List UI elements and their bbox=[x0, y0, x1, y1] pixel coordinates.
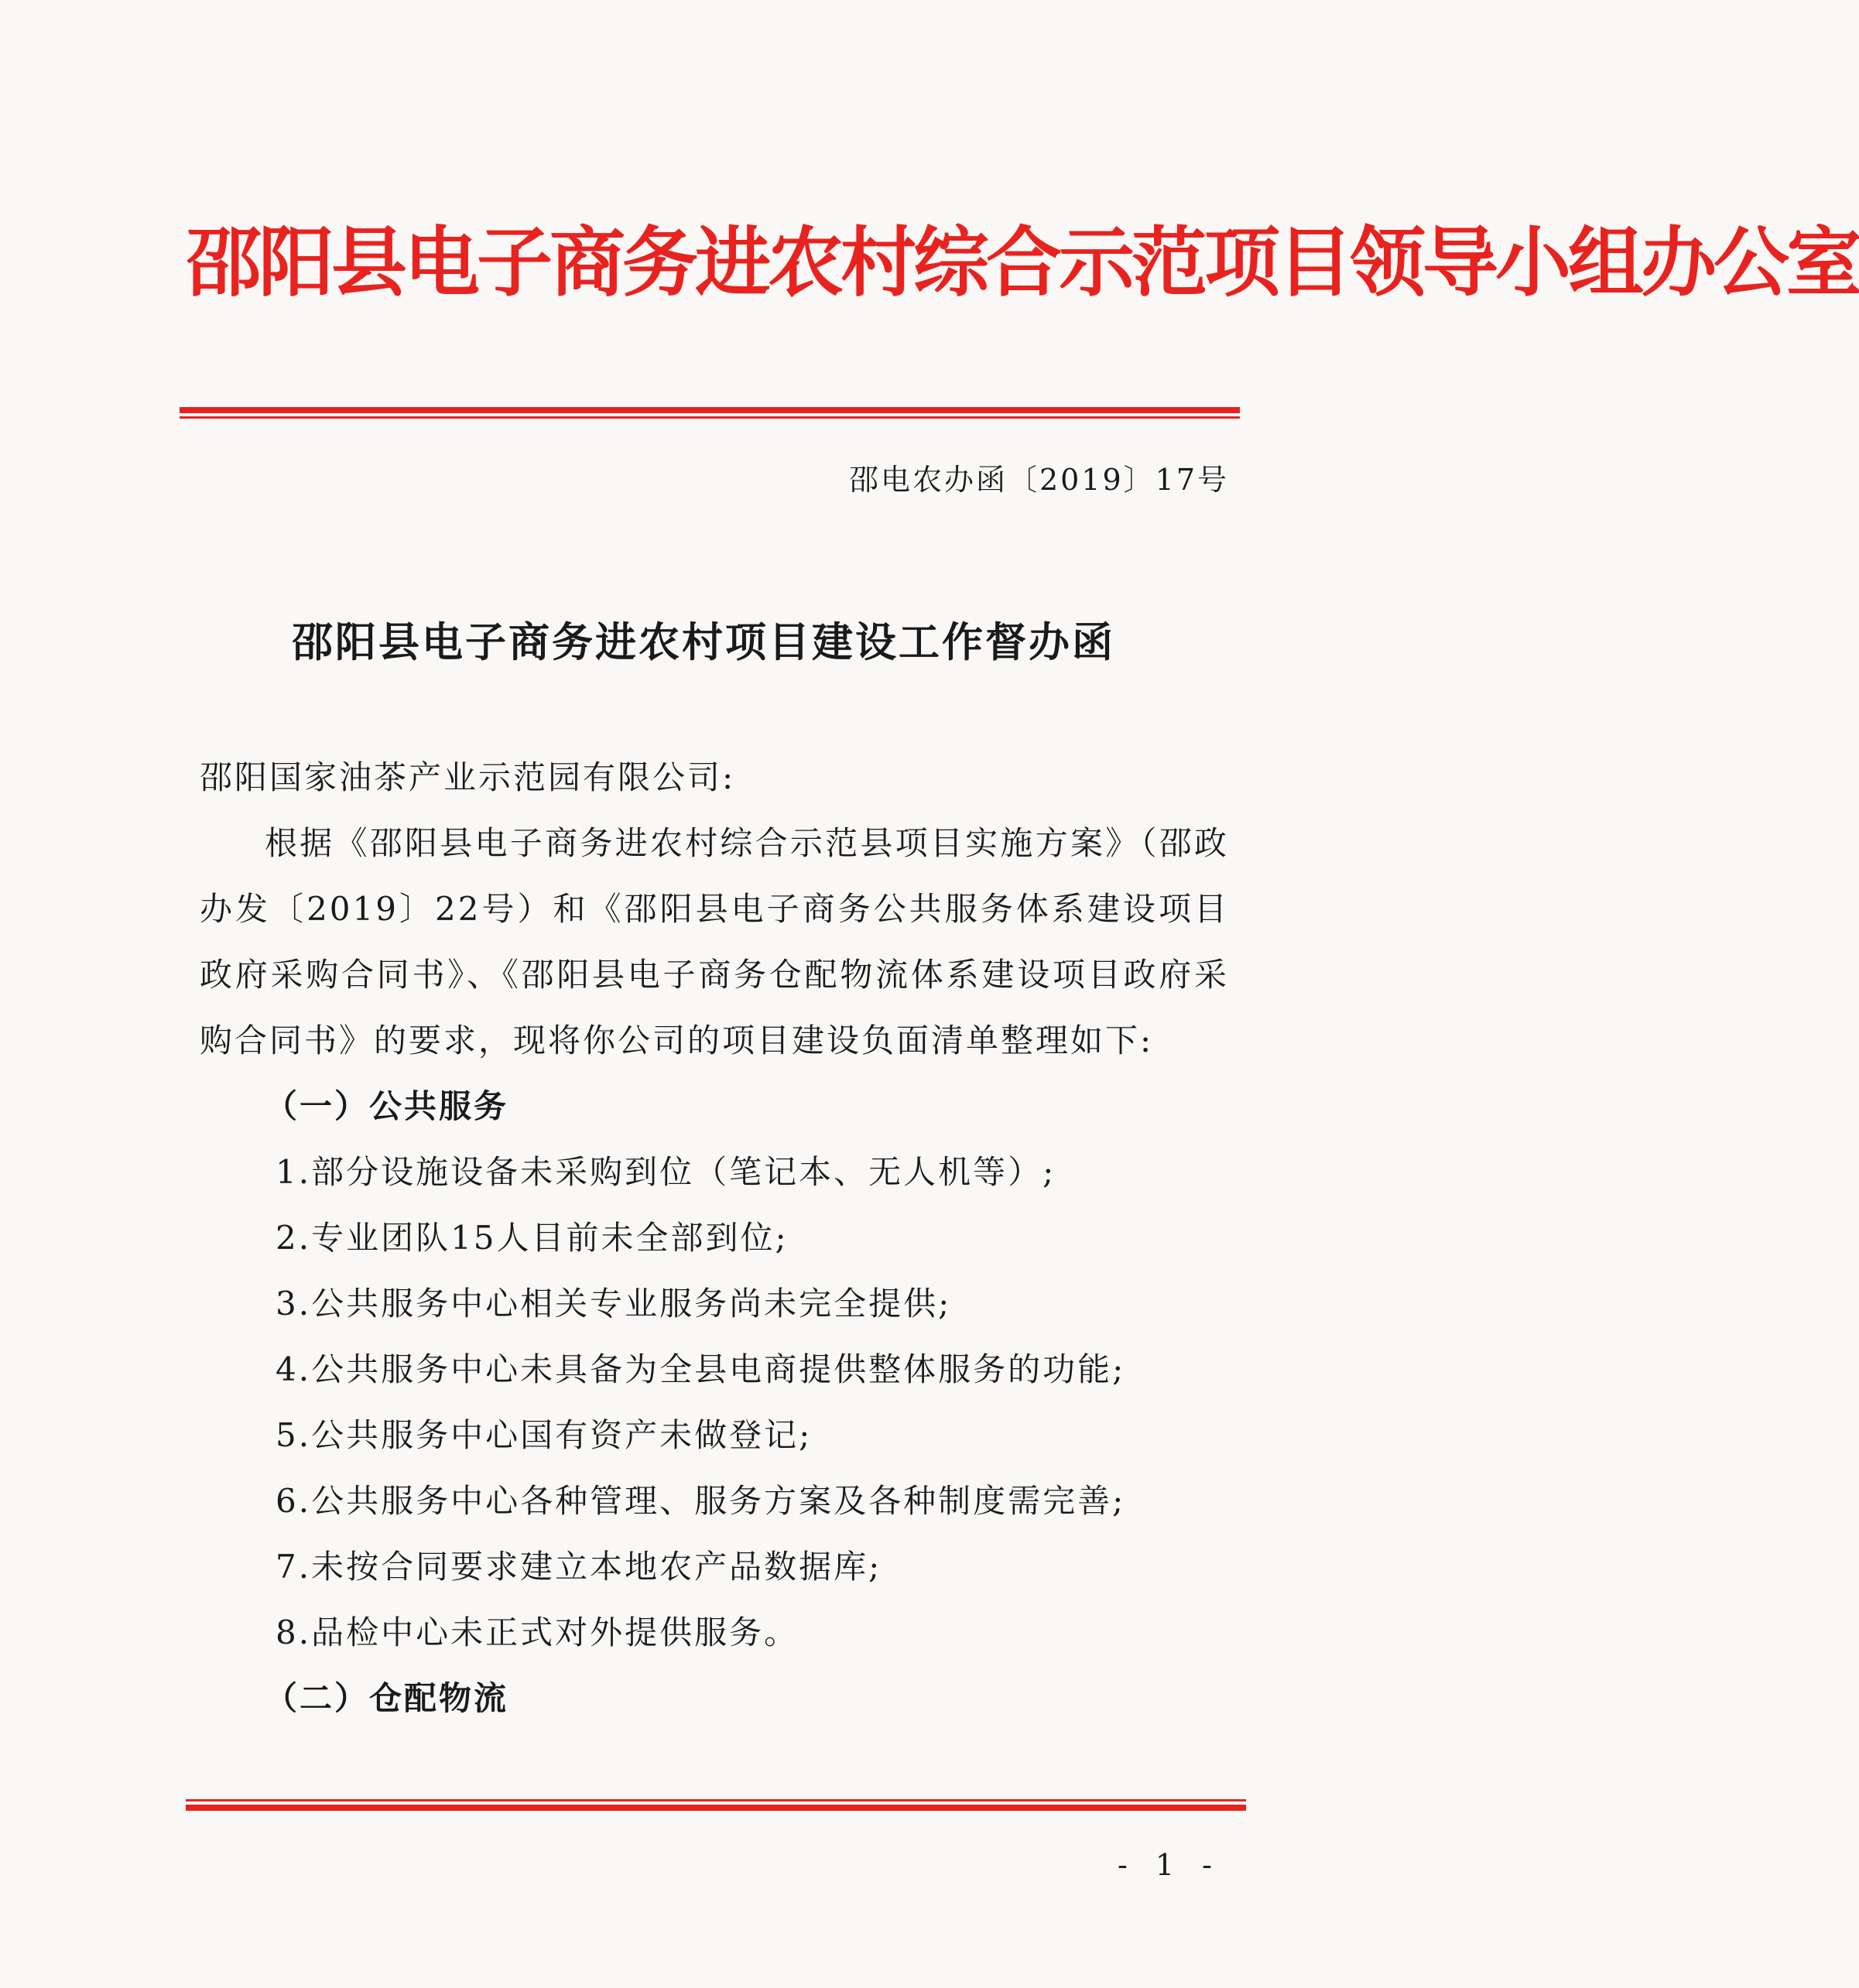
list-item: 5.公共服务中心国有资产未做登记; bbox=[276, 1416, 813, 1454]
list-item: 8.品检中心未正式对外提供服务。 bbox=[276, 1613, 799, 1651]
page-number: - 1 - bbox=[1117, 1848, 1221, 1882]
document-body bbox=[200, 744, 1229, 1731]
list-item: 7.未按合同要求建立本地农产品数据库; bbox=[276, 1548, 882, 1586]
letterhead-rule-top bbox=[180, 407, 1240, 413]
list-item: 1.部分设施设备未采购到位（笔记本、无人机等）; bbox=[276, 1153, 1056, 1191]
letterhead-title: 邵阳县电子商务进农村综合示范项目领导小组办公室 bbox=[186, 219, 1859, 307]
recipient-line: 邵阳国家油茶产业示范园有限公司: bbox=[200, 758, 736, 796]
section-heading-public-service: （一）公共服务 bbox=[265, 1087, 509, 1125]
letterhead-rule-bottom bbox=[180, 416, 1240, 419]
intro-paragraph: 根据《邵阳县电子商务进农村综合示范县项目实施方案》（邵政办发〔2019〕22号）和《邵阳县电子商务公共服务体系建设项目政府采购合同书》、《邵阳县电子商务仓配物流体系建设项目政府采购合同书》的要求，现将你公司的项目建设负面清单整理如下: bbox=[200, 824, 1229, 1059]
list-item: 3.公共服务中心相关专业服务尚未完全提供; bbox=[276, 1285, 952, 1322]
footer-rule-bottom bbox=[186, 1805, 1246, 1811]
document-number: 邵电农办函〔2019〕17号 bbox=[848, 463, 1229, 497]
document-title: 邵阳县电子商务进农村项目建设工作督办函 bbox=[292, 618, 1115, 666]
list-item: 2.专业团队15人目前未全部到位; bbox=[276, 1219, 789, 1257]
list-item: 4.公共服务中心未具备为全县电商提供整体服务的功能; bbox=[276, 1350, 1126, 1388]
footer-rule-top bbox=[186, 1799, 1246, 1802]
list-item: 6.公共服务中心各种管理、服务方案及各种制度需完善; bbox=[276, 1482, 1126, 1520]
section-heading-logistics: （二）仓配物流 bbox=[265, 1679, 509, 1717]
